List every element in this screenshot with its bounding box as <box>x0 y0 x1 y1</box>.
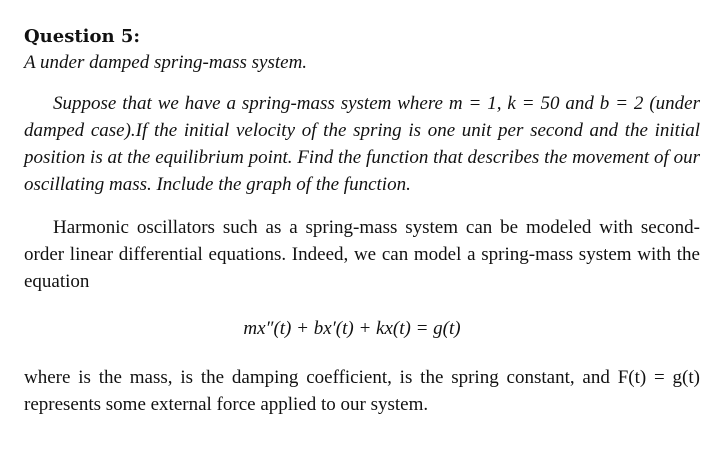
paragraph-gap <box>24 198 700 214</box>
question-title: Question 5: <box>24 26 141 47</box>
question-subtitle: A under damped spring-mass system. <box>24 52 308 73</box>
explanation-intro: Harmonic oscillators such as a spring-mass system can be modeled with second-order linear differential equations. Indeed, we can model a spring-mass system with the equation <box>24 217 700 292</box>
differential-equation: mx″(t) + bx′(t) + kx(t) = g(t) <box>243 318 461 339</box>
document-page <box>24 24 700 418</box>
explanation-description: where is the mass, is the damping coefficient, is the spring constant, and F(t) = g(t) represents some external force applied to our system. <box>24 367 700 415</box>
problem-statement: Suppose that we have a spring-mass system where m = 1, k = 50 and b = 2 (under damped case).If the initial velocity of the spring is one unit per second and the initial position is at the equilibrium point. Find the function that describes the movement of our oscillating mass. Include the graph of the function. <box>24 93 700 195</box>
